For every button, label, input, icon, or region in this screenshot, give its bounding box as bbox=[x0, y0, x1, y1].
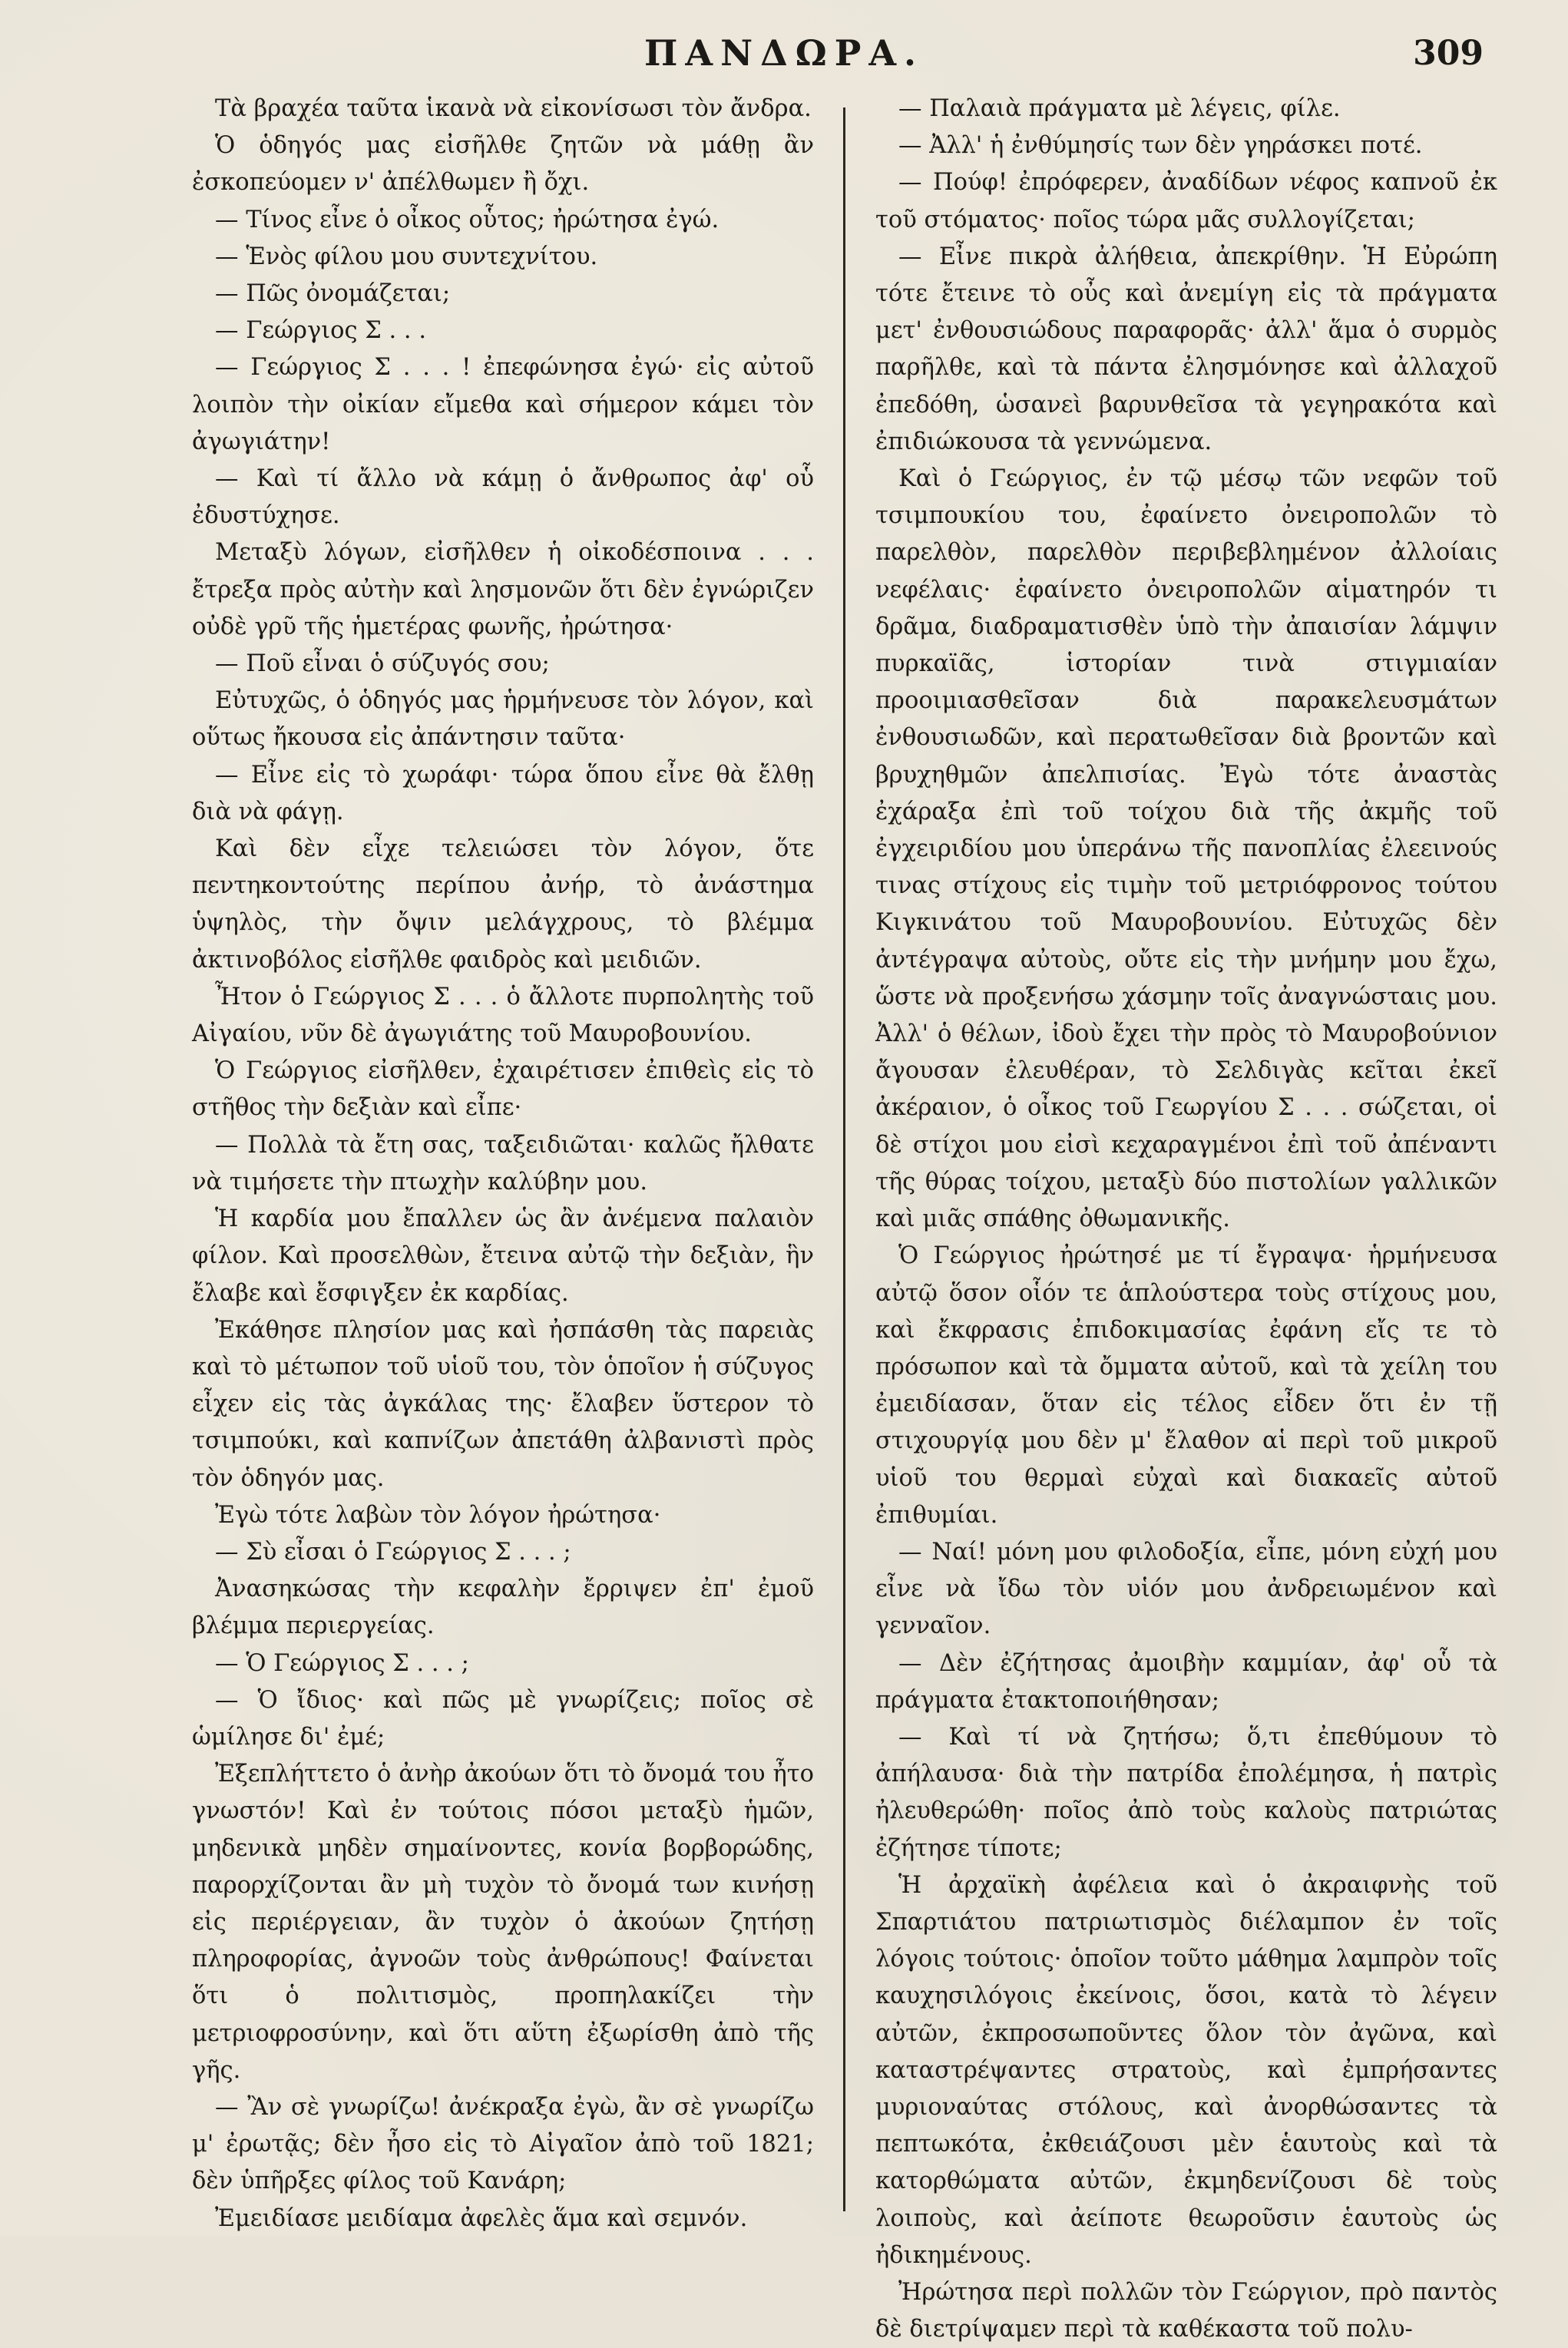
paragraph: Ἐγὼ τότε λαβὼν τὸν λόγον ἠρώτησα· bbox=[215, 1501, 661, 1529]
paragraph: Ὁ Γεώργιος εἰσῆλθεν, ἐχαιρέτισεν ἐπιθεὶς εἰς τὸ στῆθος τὴν δεξιὰν καὶ εἶπε· bbox=[192, 1057, 814, 1122]
paragraph: — Ἂν σὲ γνωρίζω! ἀνέκραξα ἐγὼ, ἂν σὲ γνωρίζω μ' ἐρωτᾷς; δὲν ἦσο εἰς τὸ Αἰγαῖον ἀπὸ τοῦ 1821; δὲν ὑπῆρξες φίλος τοῦ Κανάρη; bbox=[192, 2093, 814, 2195]
paragraph: Ἀνασηκώσας τὴν κεφαλὴν ἔρριψεν ἐπ' ἐμοῦ βλέμμα περιεργείας. bbox=[192, 1576, 814, 1640]
paragraph: Μεταξὺ λόγων, εἰσῆλθεν ἡ οἰκοδέσποινα . . . ἔτρεξα πρὸς αὐτὴν καὶ λησμονῶν ὅτι δὲν ἐγνώριζεν οὐδὲ γρῦ τῆς ἡμετέρας φωνῆς, ἠρώτησα· bbox=[192, 539, 814, 640]
column-divider bbox=[843, 107, 845, 2211]
paragraph: Ἠρώτησα περὶ πολλῶν τὸν Γεώργιον, πρὸ παντὸς δὲ διετρίψαμεν περὶ τὰ καθέκαστα τοῦ πολυ- bbox=[875, 2278, 1497, 2343]
paragraph: — Τίνος εἶνε ὁ οἶκος οὗτος; ἠρώτησα ἐγώ. bbox=[215, 206, 719, 233]
running-title: ΠΑΝΔΩΡΑ. bbox=[643, 32, 925, 74]
paragraph: — Ναί! μόνη μου φιλοδοξία, εἶπε, μόνη εὐχή μου εἶνε νὰ ἴδω τὸν υἱόν μου ἀνδρειωμένον καὶ γενναῖον. bbox=[875, 1538, 1497, 1640]
paragraph: — Καὶ τί νὰ ζητήσω; ὅ,τι ἐπεθύμουν τὸ ἀπήλαυσα· διὰ τὴν πατρίδα ἐπολέμησα, ἡ πατρὶς ἠλευθερώθη· ποῖος ἀπὸ τοὺς καλοὺς πατριώτας ἐζήτησε τίποτε; bbox=[875, 1723, 1497, 1862]
paragraph: Ὁ Γεώργιος ἠρώτησέ με τί ἔγραψα· ἡρμήνευσα αὐτῷ ὅσον οἷόν τε ἁπλούστερα τοὺς στίχους μου, καὶ ἔκφρασις ἐπιδοκιμασίας ἐφάνη εἴς τε τὸ πρόσωπον καὶ τὰ ὄμματα αὐτοῦ, καὶ τὰ χείλη του ἐμειδίασαν, ὅταν εἰς τέλος εἶδεν ὅτι ἐν τῇ στιχουργίᾳ μου δὲν μ' ἔλαθον αἱ περὶ τοῦ μικροῦ υἱοῦ του θερμαὶ εὐχαὶ καὶ διακαεῖς αὐτοῦ ἐπιθυμίαι. bbox=[875, 1242, 1497, 1529]
paragraph: Τὰ βραχέα ταῦτα ἱκανὰ νὰ εἰκονίσωσι τὸν ἄνδρα. bbox=[215, 95, 812, 122]
paragraph: — Ὁ ἴδιος· καὶ πῶς μὲ γνωρίζεις; ποῖος σὲ ὡμίλησε δι' ἐμέ; bbox=[192, 1686, 814, 1751]
paragraph: — Εἶνε εἰς τὸ χωράφι· τώρα ὅπου εἶνε θὰ ἔλθῃ διὰ νὰ φάγῃ. bbox=[192, 761, 814, 825]
left-column bbox=[192, 91, 814, 2237]
right-column bbox=[875, 91, 1497, 2348]
paragraph: — Πούφ! ἐπρόφερεν, ἀναδίδων νέφος καπνοῦ ἐκ τοῦ στόματος· ποῖος τώρα μᾶς συλλογίζεται; bbox=[875, 169, 1497, 233]
paragraph: — Εἶνε πικρὰ ἀλήθεια, ἀπεκρίθην. Ἡ Εὐρώπη τότε ἔτεινε τὸ οὖς καὶ ἀνεμίγη εἰς τὰ πράγματα μετ' ἐνθουσιώδους παραφορᾶς· ἀλλ' ἅμα ὁ συρμὸς παρῆλθε, καὶ τὰ πάντα ἐλησμόνησε καὶ ἀλλαχοῦ ἐπεδόθη, ὡσανεὶ βαρυνθεῖσα τὰ γεγηρακότα καὶ ἐπιδιώκουσα τὰ γεννώμενα. bbox=[875, 243, 1497, 455]
page-number: 309 bbox=[1413, 34, 1484, 73]
paragraph: — Καὶ τί ἄλλο νὰ κάμῃ ὁ ἄνθρωπος ἀφ' οὗ ἐδυστύχησε. bbox=[192, 465, 814, 530]
paragraph: — Ποῦ εἶναι ὁ σύζυγός σου; bbox=[215, 650, 550, 678]
paragraph: — Πολλὰ τὰ ἔτη σας, ταξειδιῶται· καλῶς ἤλθατε νὰ τιμήσετε τὴν πτωχὴν καλύβην μου. bbox=[192, 1131, 814, 1195]
paragraph: Ἡ καρδία μου ἔπαλλεν ὡς ἂν ἀνέμενα παλαιὸν φίλον. Καὶ προσελθὼν, ἔτεινα αὐτῷ τὴν δεξιὰν, ἣν ἔλαβε καὶ ἔσφιγξεν ἐκ καρδίας. bbox=[192, 1205, 814, 1307]
paragraph: Ὁ ὁδηγός μας εἰσῆλθε ζητῶν νὰ μάθῃ ἂν ἐσκοπεύομεν ν' ἀπέλθωμεν ἢ ὄχι. bbox=[192, 132, 814, 197]
paragraph: Ἐμειδίασε μειδίαμα ἀφελὲς ἅμα καὶ σεμνόν. bbox=[215, 2204, 748, 2232]
paragraph: — Ἑνὸς φίλου μου συντεχνίτου. bbox=[215, 243, 598, 270]
paragraph: — Πῶς ὀνομάζεται; bbox=[215, 280, 451, 308]
paragraph: Ἦτον ὁ Γεώργιος Σ . . . ὁ ἄλλοτε πυρπολητὴς τοῦ Αἰγαίου, νῦν δὲ ἀγωγιάτης τοῦ Μαυροβουνίου. bbox=[192, 983, 814, 1048]
paragraph: Καὶ ὁ Γεώργιος, ἐν τῷ μέσῳ τῶν νεφῶν τοῦ τσιμπουκίου του, ἐφαίνετο ὀνειροπολῶν τὸ παρελθὸν, παρελθὸν περιβεβλημένον ἀλλοίαις νεφέλαις· ἐφαίνετο ὀνειροπολῶν αἱματηρόν τι δρᾶμα, διαδραματισθὲν ὑπὸ τὴν ἀπαισίαν λάμψιν πυρκαϊᾶς, ἱστορίαν τινὰ στιγμιαίαν προοιμιασθεῖσαν διὰ παρακελευσμάτων ἐνθουσιωδῶν, καὶ περατωθεῖσαν διὰ βροντῶν καὶ βρυχηθμῶν ἀπελπισίας. Ἐγὼ τότε ἀναστὰς ἐχάραξα ἐπὶ τοῦ τοίχου διὰ τῆς ἀκμῆς τοῦ ἐγχειριδίου μου ὑπεράνω τῆς πανοπλίας ἐλεεινούς τινας στίχους εἰς τιμὴν τοῦ μετριόφρονος τούτου Κιγκινάτου τοῦ Μαυροβουνίου. Εὐτυχῶς δὲν ἀντέγραψα αὐτοὺς, οὔτε εἰς τὴν μνήμην μου ἔχω, ὥστε νὰ προξενήσω χάσμην τοῖς ἀναγνώσταις μου. Ἀλλ' ὁ θέλων, ἰδοὺ ἔχει τὴν πρὸς τὸ Μαυροβούνιον ἄγουσαν ἐλευθέραν, τὸ Σελδιγὰς κεῖται ἐκεῖ ἀκέραιον, ὁ οἶκος τοῦ Γεωργίου Σ . . . σώζεται, οἱ δὲ στίχοι μου εἰσὶ κεχαραγμένοι ἐπὶ τοῦ ἀπέναντι τῆς θύρας τοίχου, μεταξὺ δύο πιστολίων γαλλικῶν καὶ μιᾶς σπάθης ὀθωμανικῆς. bbox=[875, 465, 1497, 1233]
paragraph: — Δὲν ἐζήτησας ἀμοιβὴν καμμίαν, ἀφ' οὗ τὰ πράγματα ἐτακτοποιήθησαν; bbox=[875, 1649, 1497, 1714]
paragraph: — Γεώργιος Σ . . . ! ἐπεφώνησα ἐγώ· εἰς αὐτοῦ λοιπὸν τὴν οἰκίαν εἴμεθα καὶ σήμερον κάμει τὸν ἀγωγιάτην! bbox=[192, 354, 814, 455]
paragraph: — Παλαιὰ πράγματα μὲ λέγεις, φίλε. bbox=[898, 95, 1341, 122]
paragraph: Εὐτυχῶς, ὁ ὁδηγός μας ἡρμήνευσε τὸν λόγον, καὶ οὕτως ἤκουσα εἰς ἀπάντησιν ταῦτα· bbox=[192, 687, 814, 752]
paragraph: — Ὁ Γεώργιος Σ . . . ; bbox=[215, 1649, 469, 1677]
paragraph: Ἡ ἀρχαϊκὴ ἀφέλεια καὶ ὁ ἀκραιφνὴς τοῦ Σπαρτιάτου πατριωτισμὸς διέλαμπον ἐν τοῖς λόγοις τούτοις· ὁποῖον τοῦτο μάθημα λαμπρὸν τοῖς καυχησιλόγοις ἐκείνοις, ὅσοι, κατὰ τὸ λέγειν αὐτῶν, ἐκπροσωποῦντες ὅλον τὸν ἀγῶνα, καὶ καταστρέψαντες στρατοὺς, καὶ ἐμπρήσαντες μυριοναύτας στόλους, καὶ ἀνορθώσαντες τὰ πεπτωκότα, ἐκθειάζουσι μὲν ἑαυτοὺς καὶ τὰ κατορθώματα αὐτῶν, ἐκμηδενίζουσι δὲ τοὺς λοιποὺς, καὶ ἀείποτε θεωροῦσιν ἑαυτοὺς ὡς ἠδικημένους. bbox=[875, 1871, 1497, 2269]
paragraph: — Γεώργιος Σ . . . bbox=[215, 317, 427, 345]
paragraph: — Ἀλλ' ἡ ἐνθύμησίς των δὲν γηράσκει ποτέ. bbox=[898, 132, 1423, 160]
paragraph: Καὶ δὲν εἶχε τελειώσει τὸν λόγον, ὅτε πεντηκοντούτης περίπου ἀνήρ, τὸ ἀνάστημα ὑψηλὸς, τὴν ὄψιν μελάγχρους, τὸ βλέμμα ἀκτινοβόλος εἰσῆλθε φαιδρὸς καὶ μειδιῶν. bbox=[192, 835, 814, 974]
paragraph: — Σὺ εἶσαι ὁ Γεώργιος Σ . . . ; bbox=[215, 1538, 571, 1566]
paragraph: Ἐξεπλήττετο ὁ ἀνὴρ ἀκούων ὅτι τὸ ὄνομά του ἦτο γνωστόν! Καὶ ἐν τούτοις πόσοι μεταξὺ ἡμῶν, μηδενικὰ μηδὲν σημαίνοντες, κονία βορβορώδης, παρορχίζονται ἂν μὴ τυχὸν τὸ ὄνομά των κινήσῃ εἰς περιέργειαν, ἂν τυχὸν ὁ ἀκούων ζητήσῃ πληροφορίας, ἀγνοῶν τοὺς ἀνθρώπους! Φαίνεται ὅτι ὁ πολιτισμὸς, προπηλακίζει τὴν μετριοφροσύνην, καὶ ὅτι αὕτη ἐξωρίσθη ἀπὸ τῆς γῆς. bbox=[192, 1761, 814, 2084]
paragraph: Ἐκάθησε πλησίον μας καὶ ἠσπάσθη τὰς παρειὰς καὶ τὸ μέτωπον τοῦ υἱοῦ του, τὸν ὁποῖον ἡ σύζυγος εἶχεν εἰς τὰς ἀγκάλας της· ἔλαβεν ὕστερον τὸ τσιμπούκι, καὶ καπνίζων ἀπετάθη ἀλβανιστὶ πρὸς τὸν ὁδηγόν μας. bbox=[192, 1316, 814, 1492]
page-header bbox=[0, 23, 1568, 84]
